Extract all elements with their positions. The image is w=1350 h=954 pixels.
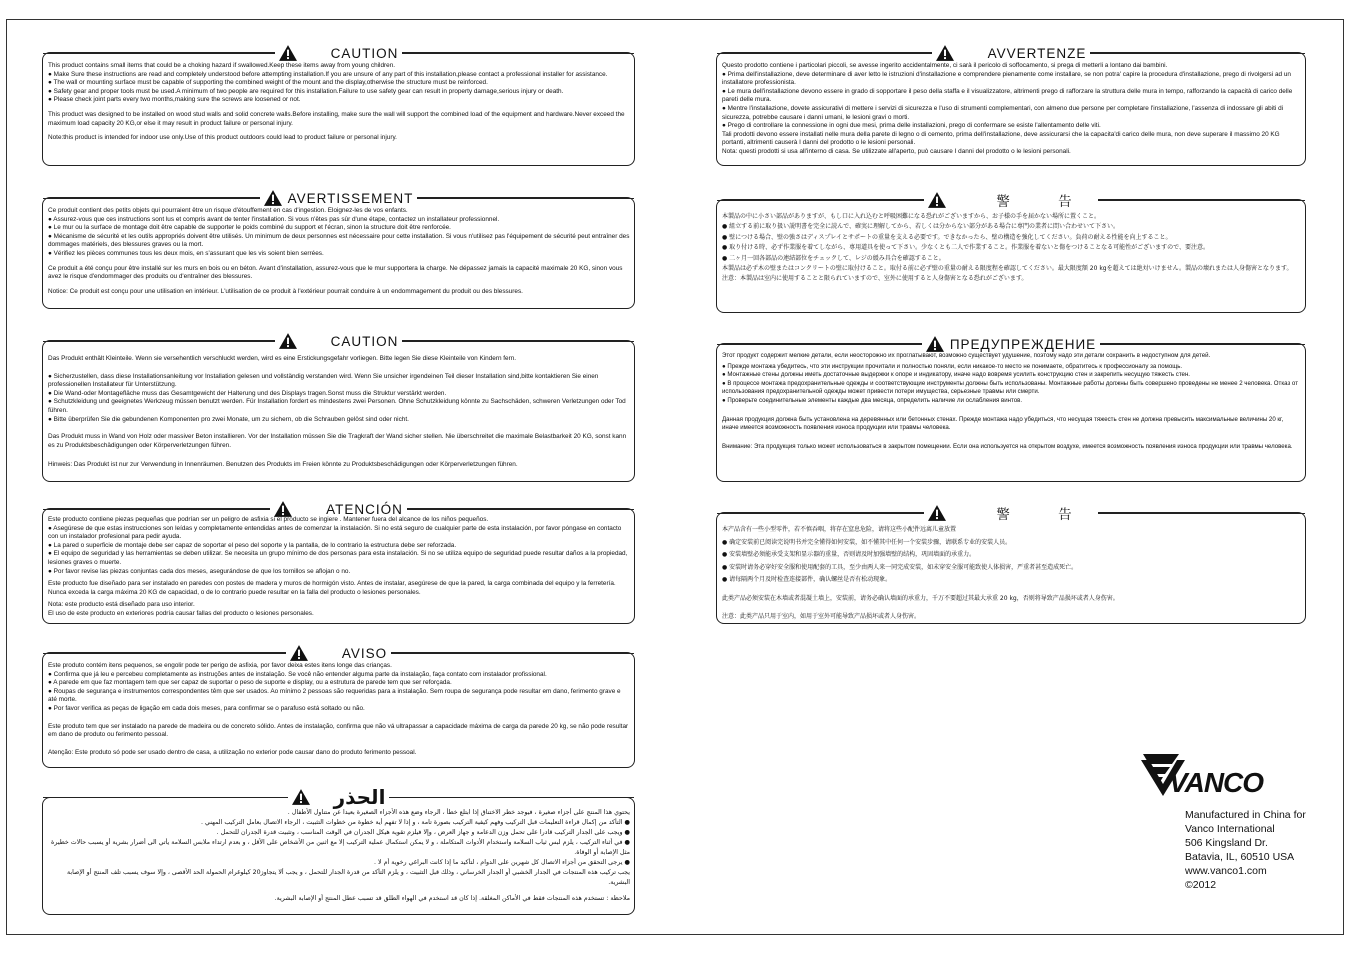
text-line: ● Asegúrese de que estas instrucciones son leídas y completamente entendidas antes de comenzar la instalación. Si no está seguro de cualquier parte de esta instalación, por favor póngase en contacto con un instalador profesional para pedir ayuda. — [48, 524, 622, 541]
text-line: This product was designed to be installed on wood stud walls and solid concrete walls.Before installing, make sure the wall will support the combined load of the equipment and hardware.Never exceed the maximum load capacity 20 KG,or else it may result in product failure or personal injury. — [48, 110, 625, 127]
section-body — [722, 62, 1301, 157]
text-line: Ce produit a été conçu pour être installé sur les murs en bois ou en béton. Avant d'installation, assurez-vous que le mur supportera la charge. Ne dépassez jamais la capacité maximale 20 KG, sinon vous avez le risque d'endommager des produits ou d'entraîner des blessures. — [48, 264, 623, 281]
text-line: ● La pared o superficie de montaje debe ser capaz de soportar el peso del soporte y la pantalla, de lo contrario la estructura debe ser reforzada. — [48, 541, 457, 549]
section-title: 警 告 — [996, 194, 1094, 210]
text-line: 注意：本製品は室内に使用することと限られていますので、室外に使用すると人身傷害となる恐れがございます。 — [722, 275, 1028, 283]
section-body — [48, 808, 630, 904]
section-body — [48, 516, 630, 619]
text-line: Notice: Ce produit est conçu pour une utilisation en intérieur. L'utilisation de ce produit à l'extérieur pourrait conduire à un endommagement du produit ou des blessures. — [48, 287, 523, 295]
warning-icon — [279, 45, 297, 61]
warning-box-russian — [716, 336, 1306, 482]
text-line: ● 取り付ける時、必ず作業服を着てしながら、専用道具を使って下さい。少なくとも二人で作業すること。作業服を着ないと傷をつけることなる可能性がございますので、要注意。 — [722, 244, 1210, 252]
text-line: Das Produkt muss in Wand von Holz oder massiver Beton installieren. Vor der Installation müssen Sie die Tragkraft der Wand sicher stellen. Nie überschreitet die maximale Belastbarkeit 20 KG, sonst kann es zu Produktsbeschädigungen oder Körperverletzungen führen. — [48, 433, 627, 449]
text-line: ● Roupas de segurança e instrumentos correspondentes têm que ser usados. Ao mínimo 2 pessoas são requeridas para a instalação. Sem roupa de segurança pode resultar em dano, ferimento grave e até morte. — [48, 687, 621, 704]
text-line: ● Confirma que já leu e percebeu completamente as instruções antes de instalação. Se você não entender alguma parte da instalação, faça contato com instalador profissional. — [48, 670, 547, 678]
text-line: 本产品含有一些小型零件，若不慎吞咽，将存在窒息危险，请将这些小配件远离儿童放置 — [722, 526, 957, 533]
text-line: ● في أثناء التركيب ، يلزم لبس ثياب السلامة واستخدام الأدوات المتكاملة ، و لا يمكن استكمال عملية التركيب إلا مع اثنين من الأشخاص على الأقل ، و بعدم ارتداء ملابس السلامة يأتي الى أضرار بشرية أو يسبب حالات خطيرة مثل الإصابة أو الوفاة. — [51, 839, 630, 856]
text-line: ● يرجى التحقق من أجزاء الاتصال كل شهرين على الدوام ، لتأكيد ما إذا كانت البراغي رخوية أم لا . — [373, 859, 630, 866]
section-title: الحذر — [333, 785, 386, 809]
aviso-box-portuguese — [42, 645, 635, 768]
section-body — [722, 524, 1301, 624]
text-line: ● Sicherzustellen, dass diese Installationsanleitung vor Installation gelesen und vollständig verstanden wird. Wenn Sie unsicher irgendeinen Teil dieser Installation sind,bitte kontaktieren Sie einen professionellen Installateur für Unterstützung. — [48, 372, 599, 389]
address-line: 506 Kingsland Dr. — [1185, 837, 1268, 849]
text-line: ● Prego di controllare la connessione in ogni due mesi, prima delle installazioni, prego di confermare se esiste l'allentamento delle viti. — [722, 122, 1101, 130]
text-line: ● Монтажные стены должны иметь достаточные выдержки к опоре и индикатору, иначе надо вовремя усилить конструкцию стен и закрепить несущую тяжесть стен. — [722, 371, 1191, 379]
text-line: ● Le mura dell'installazione devono essere in grado di sopportare il peso della staffa e il visualizzatore, altrimenti prego di rafforzare la struttura delle mura in tempo, rafforzando la capacità di carico delle pareti delle mura. — [722, 87, 1293, 104]
text-line: Этот продукт содержит мелкие детали, если неосторожно их проглатывают, возможно существует удушение, поэтому надо эти детали сохранить в недоступном для детей. — [722, 352, 1211, 359]
avvertenze-box-italian — [716, 45, 1306, 166]
section-header — [43, 43, 634, 63]
text-line: ● A parede em que faz montagem tem que ser capaz de suportar o peso de suporte e display, ou a estrutura de parede tem que ser reforçada. — [48, 679, 452, 687]
warning-icon — [928, 192, 946, 208]
attention-box-spanish — [42, 501, 635, 624]
brand-name: VANCO — [1169, 767, 1264, 798]
text-line: ● ويجب على الجدار التركيب قادرا على تحمل وزن الدعامة و جهاز العرض ، وإلا فيلزم تقوية هيكل الجدران في الوقت المناسب ، وتثبيت قدرة الجدران للتحمل . — [216, 829, 630, 836]
text-line: ● Проверьте соединительные элементы каждые два месяца, определить наличие ли ослабления винтов. — [722, 396, 1023, 404]
warning-icon — [274, 501, 292, 517]
section-body — [722, 212, 1301, 285]
text-line: ● Please check joint parts every two months,making sure the screws are loosened or not. — [48, 96, 301, 104]
section-body — [48, 62, 630, 143]
text-line: Este produto tem que ser instalado na parede de madeira ou de concreto sólido. Antes de instalação, confirma que não vá ultrapassar a capacidade máxima de carga da parede 20 kg, se não pode resultar em dano de produto ou ferimento pessoal. — [48, 722, 629, 739]
text-line: ● Bitte überprüfen Sie die gebundenen Komponenten pro zwei Monate, um zu sichern, ob die Schrauben gelöst sind oder nicht. — [48, 415, 409, 423]
section-title: ПРЕДУПРЕЖДЕНИЕ — [949, 336, 1097, 352]
address-line: Manufactured in China for — [1185, 809, 1306, 821]
warning-icon — [936, 45, 954, 61]
text-line: ● 安装墙壁必须能承受支架和显示器的重量，否则请及时加强墙壁的结构，巩固墙面的承重力。 — [722, 551, 976, 558]
text-line: ● 壁につける場合、壁の強さはディスプレイとサポートの重量を支える必要です。できなかったら、壁の構造を強化してください。負荷の耐える性能を向上すること。 — [722, 233, 1172, 241]
warning-box-french — [42, 190, 635, 309]
caution-box-german — [42, 333, 635, 482]
section-header — [717, 334, 1305, 354]
website-link[interactable]: www.vanco1.com — [1185, 865, 1267, 877]
text-line: Внимание: Эта продукция только может использоваться в закрытом помещении. Если она используется на открытом воздухе, имеется возможность появления износа продукции или травмы человека. — [722, 442, 1293, 450]
text-line: ● 请每隔两个月及时检查连接部件，确认螺丝是否有松动现象。 — [722, 576, 892, 583]
text-line: ● The wall or mounting surface must be capable of supporting the combined weight of the mount and the display,otherwise the structure must be reinforced. — [48, 79, 488, 87]
text-line: ● Le mur ou la surface de montage doit être capable de supporter le poids combiné du support et l'écran, sinon la structure doit être renforcée. — [48, 224, 451, 232]
warning-icon — [279, 333, 297, 349]
text-line: This product contains small items that could be a choking hazard if swallowed.Keep these items away from young children. — [48, 62, 396, 69]
caution-box-english — [42, 45, 635, 166]
text-line: ● Vérifiez les pièces communes tous les deux mois, en s'assurant que les vis soient bien serrées. — [48, 249, 324, 257]
text-line: Ce produit contient des petits objets qui pourraient être un risque d'étouffement en cas d'ingestion. Eloignez-les de vos enfants. — [48, 207, 408, 214]
text-line: ● Por favor verifica as peças de ligação em cada dois meses, para confirmar se o parafuso está soltado ou não. — [48, 704, 365, 712]
text-line: ملاحظة : تستخدم هذه المنتجات فقط في الأماكن المغلقة. إذا كان قد استخدم في الهواء الطلق قد تسبب عطل المنتج أو الإصابة البشرية. — [274, 895, 630, 902]
section-title: CAUTION — [330, 45, 399, 61]
text-line: Questo prodotto contiene i particolari piccoli, se avesse ingerito accidentalmente, ci sarà il pericolo di soffocamento, si prega di metterli a lontano dai bambini. — [722, 62, 1168, 69]
text-line: ● Assurez-vous que ces instructions sont lus et compris avant de tenter l'installation. Si vous n'êtes pas sûr d'une étape, contactez un installateur professionnel. — [48, 215, 500, 223]
text-line: Atenção: Este produto só pode ser usado dentro de casa, a utilização no exterior pode causar dano do produto ferimento pessoal. — [48, 748, 417, 756]
text-line: 本製品は必ず木の壁またはコンクリートの壁に取付けること。取付る前に必ず壁の重量の耐える限度程を確認してください。最大限度額 20 kgを超えては絶対いけません。製品の壊れまたは人身傷害となります。 — [722, 265, 1293, 273]
section-body — [48, 355, 630, 470]
text-line: 注意：此类产品只用于室内，如用于室外可能导致产品损坏或者人身伤害。 — [722, 613, 921, 620]
warning-box-arabic — [42, 785, 635, 915]
copyright: ©2012 — [1185, 879, 1217, 891]
text-line: ● Mécanisme de sécurité et les outils appropriés doivent être utilisés. Un minimum de deux personnes est nécessaire pour cette installation. Si vous n'utilisez pas l'équipement de sécurité peut entraîner des dommages matériels, des blessures graves ou la mort. — [48, 232, 630, 249]
address-line: Batavia, IL, 60510 USA — [1185, 851, 1295, 863]
section-header — [717, 190, 1305, 210]
text-line: يحتوي هذا المنتج على أجزاء صغيرة ، فيوجد خطر الاختناق إذا ابتلع خطأ ، الرجاء وضع هذه الأجزاء الصغيرة بعيدا عن متناول الأطفال . — [287, 809, 630, 816]
text-line: Este producto contiene piezas pequeñas que podrían ser un peligro de asfixia si el producto se ingiere . Mantener fuera del alcance de los niños pequeños. — [48, 516, 489, 523]
warning-icon — [928, 505, 946, 521]
address-line: Vanco International — [1185, 823, 1275, 835]
section-title: ATENCIÓN — [326, 501, 403, 517]
warning-icon — [926, 336, 944, 352]
text-line: Tali prodotti devono essere installati nelle mura della parete di legno o di cemento, prima dell'installazione, deve assicurarsi che la capacita'di carico delle mura, non deve superare il massimo 20 KG portanti, altrimenti causerà I danni del prodotto o le lesioni personali. — [722, 130, 1280, 147]
text-line: Hinweis: Das Produkt ist nur zur Verwendung in Innenräumen. Benutzen des Produkts im Freien könnte zu Produktsbeschädigungen oder Körperverletzungen führen. — [48, 461, 518, 469]
text-line: Nota: questi prodotti si usa all'interno di casa. Se utilizzate all'aperto, può causare I danni del prodotto o le lesioni personali. — [722, 147, 1071, 155]
section-title: AVISO — [341, 645, 388, 661]
vanco-logo — [1139, 752, 1299, 802]
text-line: ● Safety gear and proper tools must be used.A minimum of two people are required for this installation.Failure to use safety gear can result in property damage,serious injury or death. — [48, 87, 564, 95]
warning-icon — [290, 645, 308, 661]
text-line: ● В процессе монтажа предохранительные одежды и соответствующие инструменты должны быть использованы. Монтажные работы должны быть совершено проведены не менее 2 человека. Отказ от использования предохранительной одежды может привести потери имущества, серьезные травмы или смерти. — [722, 379, 1298, 396]
section-header — [717, 43, 1305, 63]
warning-icon — [292, 789, 310, 805]
text-line: ● 安装时请务必穿好安全服和使用配套的工具，至少由两人来一同完成安装，如未穿安全服可能致使人体损害，严重者甚至造成死亡。 — [722, 563, 1078, 571]
section-body — [48, 207, 630, 296]
text-line: ● التأكد من إكمال قراءة التعليمات قبل التركيب وفهم كيفية التركيب بصورة تامة ، و إذا لا تفهم أية خطوة من خطوات التثبيت ، الرجاء الاتصال بعامل التركيب المهني . — [200, 819, 630, 826]
text-line: El uso de este producto en exteriores podría causar fallas del producto o lesiones personales. — [48, 609, 314, 617]
section-header — [43, 643, 634, 663]
section-title: AVERTISSEMENT — [287, 190, 414, 206]
section-header — [43, 331, 634, 351]
warning-icon — [264, 190, 282, 206]
text-line: ● Prima dell'installazione, deve determinare di aver letto le istruzioni d'installazione e comprendere pienamente come installare, se non potra' capire la procedura d'installazione, prego di rivolgersi ad un installatore professionista. — [722, 70, 1291, 87]
section-header — [717, 503, 1305, 523]
text-line: Nota: este producto está diseñado para uso interior. — [48, 601, 195, 609]
section-header — [43, 784, 634, 810]
text-line: ● 組立する前に取り扱い説明書を完全に読んで、確実に理解してから、若しくは分からない部分がある場合に専門の業者に問い合わせいて下さい。 — [722, 223, 1120, 231]
text-line: Este produto contém itens pequenos, se engolir pode ter perigo de asfixia, por favor deixa estes itens longe das crianças. — [48, 662, 392, 669]
text-line: Данная продукция должна быть установлена на деревянных или бетонных стенах. Прежде монтажа надо убедиться, что несущая тяжесть стен не должна превысить максимальные величины 20 кг, иначе имеется возможность появления износа продукции или травмы человека. — [722, 415, 1284, 432]
text-line: 此类产品必须安装在木墙或者混凝土墙上，安装前，请务必确认墙面的承重力，千万不要超过其最大承重 20 kg，否则将导致产品损坏或者人身伤害。 — [722, 594, 1119, 602]
text-line: Das Produkt enthält Kleinteile. Wenn sie versehentlich verschluckt werden, wird es eine Erstickungsgefahr vorliegen. Bitte legen Sie diese Kleinteile von Kindern fern. — [48, 355, 517, 362]
text-line: Este producto fue diseñado para ser instalado en paredes con postes de madera y muros de hormigón visto. Antes de instalar, asegúrese de que la pared, la carga combinada del equipo y la ferretería. Nunca exceda la carga máxima 20 KG de capacidad, o de lo contrario puede resultar en la falla del producto o lesiones personales. — [48, 580, 616, 596]
text-line: ● Прежде монтажа убедитесь, что эти инструкции прочитали и полностью поняли, если никакое-то место не понимаете, обратитесь к профессионалу за помощь. — [722, 362, 1183, 370]
text-line: Note:this product is intended for indoor use only.Use of this product outdoors could lead to product failure or personal injury. — [48, 134, 397, 142]
warning-box-japanese — [716, 194, 1306, 313]
section-title: AVVERTENZE — [987, 45, 1087, 61]
text-line: ● El equipo de seguridad y las herramientas se deben utilizar. Se necesita un grupo mínimo de dos personas para esta instalación. Si no se utiliza equipo de seguridad puede resultar daños a la propiedad, lesiones graves o muerte. — [48, 550, 628, 566]
text-line: ● Por favor revise las piezas conjuntas cada dos meses, asegurándose de que los tornillos se aflojan o no. — [48, 567, 351, 575]
warning-box-chinese — [716, 507, 1306, 624]
text-line: ● Die Wand-oder Montagefläche muss das Gesamtgewicht der Halterung und des Displays tragen.Sonst muss die Struktur verstärkt werden. — [48, 389, 447, 397]
text-line: ● Mentre l'installazione, dovete assicurativi di mettere i servizi di sicurezza e l'uso di strumenti complementari, con almeno due persone per completare l'installazione, l'assenza di indossare gli abiti di sicurezza, potrebbe causare i danni umani, le lesioni gravi o morti. — [722, 104, 1284, 121]
address-block — [1185, 808, 1306, 892]
section-body — [722, 352, 1301, 451]
text-line: ● 二ヶ月一回各部品の連結部位をチェックして、レジの緩み具合を確認すること。 — [722, 254, 945, 262]
text-line: ● 确定安装前已阅读完说明书并完全懂得如何安装，如不懂其中任何一个安装步骤，请联系专业的安装人员。 — [722, 538, 1012, 546]
section-title: CAUTION — [330, 333, 399, 349]
section-title: 警 告 — [996, 507, 1094, 523]
section-header — [43, 188, 634, 208]
text-line: ● Schutzkleidung und geeignetes Werkzeug müssen benutzt werden. Für Installation fordert es mindestens zwei Personen. Ohne Schutzkleidung könnte zu Sachschäden, schweren Verletzungen oder Tod führen. — [48, 398, 626, 414]
text-line: يجب تركيب هذه المنتجات في الجدار الخشبي أو الجدار الخرساني ، وذلك قبل التثبيت ، و يلزم التأكد من قدرة الجدار للتحمل ، و يجب ألا يتجاوز20 كيلوغرام الحمولة الحد الأقصى ، وإلا سوف يسبب تلف المنتج أو الإصابة البشرية. — [66, 869, 630, 886]
section-body — [48, 662, 630, 757]
text-line: ● Make Sure these instructions are read and completely understood before attempting installation.If you are unsure of any part of this installation,please contact a professional installer for assistance. — [48, 70, 608, 78]
text-line: 本製品の中に小さい部品がありますが、もし口に入れ込むと呼吸困難になる恐れがございますから、お子様の手を届かない場所に置くこと。 — [722, 213, 1101, 220]
